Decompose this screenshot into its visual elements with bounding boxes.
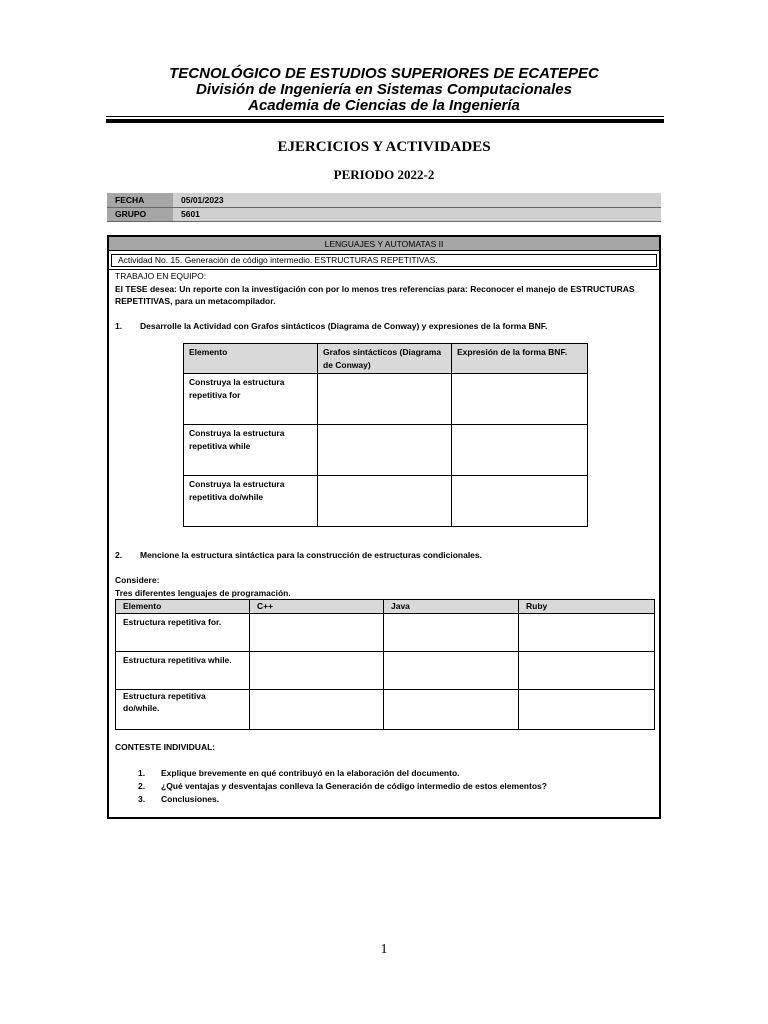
- table-row: [184, 425, 588, 476]
- table1-cell-element: Construya la estructura repetitiva do/while: [184, 476, 318, 527]
- academy-name: Academia de Ciencias de la Ingeniería: [248, 97, 520, 114]
- individual-item-1-text: Explique brevemente en qué contribuyó en la elaboración del documento.: [161, 768, 460, 778]
- table-row: [116, 651, 655, 689]
- team-heading: TRABAJO EN EQUIPO:: [115, 271, 207, 281]
- activity-frame: [107, 235, 661, 819]
- question1-number: 1.: [115, 321, 123, 331]
- table2-cell-ruby[interactable]: [519, 689, 655, 729]
- table1-cell-bnf[interactable]: [452, 425, 588, 476]
- table1-cell-bnf[interactable]: [452, 476, 588, 527]
- institution-name: TECNOLÓGICO DE ESTUDIOS SUPERIORES DE ECATEPEC: [169, 65, 599, 82]
- individual-item-1-number: 1.: [138, 768, 146, 778]
- header-rule-thin: [106, 116, 664, 117]
- team-description-line2: REPETITIVAS, para un metacompilador.: [115, 296, 276, 306]
- document-title: EJERCICIOS Y ACTIVIDADES: [277, 139, 491, 155]
- table-row: [116, 613, 655, 651]
- page-number: 1: [380, 942, 388, 957]
- table2-cell-ruby[interactable]: [519, 613, 655, 651]
- table1-cell-bnf[interactable]: [452, 374, 588, 425]
- individual-item-2-text: ¿Qué ventajas y desventajas conlleva la Generación de código intermedio de estos elementos?: [161, 781, 547, 791]
- table1-cell-element: Construya la estructura repetitiva for: [184, 374, 318, 425]
- table1-header-bnf: Expresión de la forma BNF.: [452, 344, 588, 374]
- table2-header-row: [116, 600, 655, 614]
- question2-number: 2.: [115, 550, 123, 560]
- individual-item-3-number: 3.: [138, 794, 146, 804]
- table2-cell-java[interactable]: [384, 613, 519, 651]
- table2-cell-cpp[interactable]: [250, 613, 384, 651]
- table-row: [184, 374, 588, 425]
- table1-cell-conway[interactable]: [318, 476, 452, 527]
- consider-text: Tres diferentes lenguajes de programación.: [115, 588, 291, 598]
- table2-cell-cpp[interactable]: [250, 651, 384, 689]
- table2-header-ruby: Ruby: [519, 600, 655, 614]
- period-label: PERIODO 2022-2: [333, 167, 435, 182]
- course-name: LENGUAJES Y AUTOMATAS II: [109, 237, 659, 251]
- table2-cell-cpp[interactable]: [250, 689, 384, 729]
- individual-heading: CONTESTE INDIVIDUAL:: [115, 742, 216, 752]
- consider-label: Considere:: [115, 575, 160, 585]
- table1-cell-element: Construya la estructura repetitiva while: [184, 425, 318, 476]
- table1-cell-conway[interactable]: [318, 374, 452, 425]
- languages-table: [115, 599, 655, 730]
- table2-cell-element: Estructura repetitiva while.: [116, 651, 250, 689]
- info-table: [107, 193, 661, 222]
- table2-cell-java[interactable]: [384, 651, 519, 689]
- fecha-label: FECHA: [107, 193, 173, 207]
- table1-header-element: Elemento: [184, 344, 318, 374]
- grupo-row: [107, 207, 661, 221]
- header-rule-thick: [106, 119, 664, 123]
- conway-bnf-table: [183, 343, 588, 527]
- fecha-row: [107, 193, 661, 207]
- table2-cell-ruby[interactable]: [519, 651, 655, 689]
- table2-header-cpp: C++: [250, 600, 384, 614]
- table1-cell-conway[interactable]: [318, 425, 452, 476]
- grupo-label: GRUPO: [107, 207, 173, 221]
- table2-header-java: Java: [384, 600, 519, 614]
- table-row: [184, 476, 588, 527]
- question1-text: Desarrolle la Actividad con Grafos sintácticos (Diagrama de Conway) y expresiones de la forma BNF.: [140, 321, 548, 331]
- team-description-line1: El TESE desea: Un reporte con la investigación con por lo menos tres referencias para: Reconocer el manejo de ESTRUCTURAS: [115, 284, 635, 294]
- table2-cell-java[interactable]: [384, 689, 519, 729]
- table-row: [116, 689, 655, 729]
- table1-header-conway: Grafos sintácticos (Diagrama de Conway): [318, 344, 452, 374]
- table1-header-row: [184, 344, 588, 374]
- table2-header-element: Elemento: [116, 600, 250, 614]
- grupo-value: 5601: [173, 207, 661, 221]
- table2-cell-element: Estructura repetitiva do/while.: [116, 689, 250, 729]
- division-name: División de Ingeniería en Sistemas Computacionales: [196, 81, 572, 98]
- individual-item-2-number: 2.: [138, 781, 146, 791]
- table2-cell-element: Estructura repetitiva for.: [116, 613, 250, 651]
- fecha-value: 05/01/2023: [173, 193, 661, 207]
- question2-text: Mencione la estructura sintáctica para la construcción de estructuras condicionales.: [140, 550, 483, 560]
- individual-item-3-text: Conclusiones.: [161, 794, 220, 804]
- activity-title: Actividad No. 15. Generación de código intermedio. ESTRUCTURAS REPETITIVAS.: [111, 254, 657, 267]
